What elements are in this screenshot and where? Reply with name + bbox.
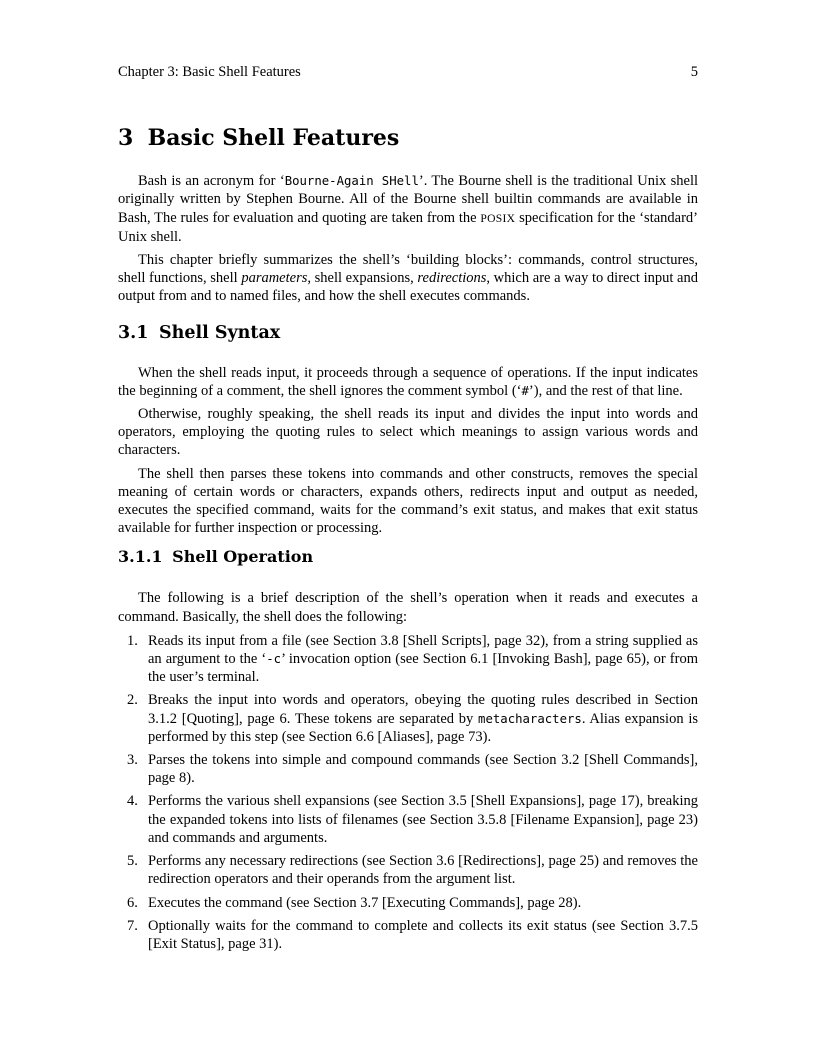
list-item-number: 1.: [127, 632, 138, 649]
section-heading-3-1-1: [118, 547, 698, 567]
list-item-number: 2.: [127, 692, 138, 709]
list-item-text: Breaks the input into words and operators, obeying the quoting rules described in Section 3.1.2 [Quoting], page 6. These tokens are separated by metacharacters. Alias expansion is performed by this step (see Section 6.6 [Aliases], page 73).: [148, 692, 698, 745]
shell-operation-list: [118, 632, 698, 953]
chapter-number: 3: [118, 125, 134, 152]
header-chapter-label: Chapter 3: Basic Shell Features: [118, 64, 301, 80]
list-item: [118, 691, 698, 746]
list-item-text: Executes the command (see Section 3.7 [Executing Commands], page 28).: [148, 894, 582, 911]
list-item-number: 6.: [127, 894, 138, 911]
list-item-number: 3.: [127, 752, 138, 769]
subsection-number: 3.1.1: [118, 547, 163, 567]
page-content: [118, 0, 698, 958]
paragraph-intro-2: This chapter briefly summarizes the shell’s ‘building blocks’: commands, control structures, shell functions, shell parameters, shell expansions, redirections, which are a way to direct input and output from and to named files, and how the shell executes commands.: [118, 252, 698, 305]
paragraph-syntax-1: When the shell reads input, it proceeds through a sequence of operations. If the input indicates the beginning of a comment, the shell ignores the comment symbol (‘#’), and the rest of that line.: [118, 364, 698, 399]
chapter-title: [118, 125, 698, 152]
paragraph-intro-1: Bash is an acronym for ‘Bourne-Again SHell’. The Bourne shell is the traditional Unix shell originally written by Stephen Bourne. All of the Bourne shell builtin commands are available in Bash, The rules for evaluation and quoting are taken from the POSIX specification for the ‘standard’ Unix shell.: [118, 173, 699, 245]
list-item-number: 4.: [127, 793, 138, 810]
list-item-text: Performs the various shell expansions (see Section 3.5 [Shell Expansions], page 17), breaking the expanded tokens into lists of filenames (see Section 3.5.8 [Filename Expansion], page 23) and commands and arguments.: [148, 793, 698, 846]
list-item: [118, 852, 698, 888]
list-item: [118, 632, 698, 687]
list-item: [118, 751, 698, 787]
paragraph-syntax-3: The shell then parses these tokens into commands and other constructs, removes the special meaning of certain words or characters, expands others, redirects input and output as needed, executes the specified command, waits for the command’s exit status, and makes that exit status available for further inspection or processing.: [118, 465, 698, 537]
header-page-number: 5: [690, 64, 698, 80]
list-item-text: Optionally waits for the command to complete and collects its exit status (see Section 3.7.5 [Exit Status], page 31).: [148, 917, 698, 952]
list-item: [118, 917, 698, 953]
list-item: [118, 894, 698, 912]
list-item-number: 7.: [127, 917, 138, 934]
list-item: [118, 792, 698, 847]
running-header: [118, 63, 698, 81]
paragraph-operation-1: The following is a brief description of the shell’s operation when it reads and executes a command. Basically, the shell does the following:: [118, 590, 698, 625]
list-item-text: Parses the tokens into simple and compound commands (see Section 3.2 [Shell Commands], page 8).: [148, 752, 698, 787]
list-item-text: Performs any necessary redirections (see Section 3.6 [Redirections], page 25) and removes the redirection operators and their operands from the argument list.: [148, 853, 698, 888]
list-item-text: Reads its input from a file (see Section 3.8 [Shell Scripts], page 32), from a string supplied as an argument to the ‘-c’ invocation option (see Section 6.1 [Invoking Bash], page 65), or from the user’s terminal.: [148, 632, 698, 686]
subsection-title-text: Shell Operation: [172, 547, 314, 567]
section-number: 3.1: [118, 322, 149, 343]
section-title-text: Shell Syntax: [158, 322, 281, 343]
paragraph-syntax-2: Otherwise, roughly speaking, the shell reads its input and divides the input into words and operators, employing the quoting rules to select which meanings to assign various words and characters.: [118, 406, 698, 459]
list-item-number: 5.: [127, 853, 138, 870]
chapter-title-text: Basic Shell Features: [147, 125, 400, 152]
section-heading-3-1: [118, 322, 698, 344]
